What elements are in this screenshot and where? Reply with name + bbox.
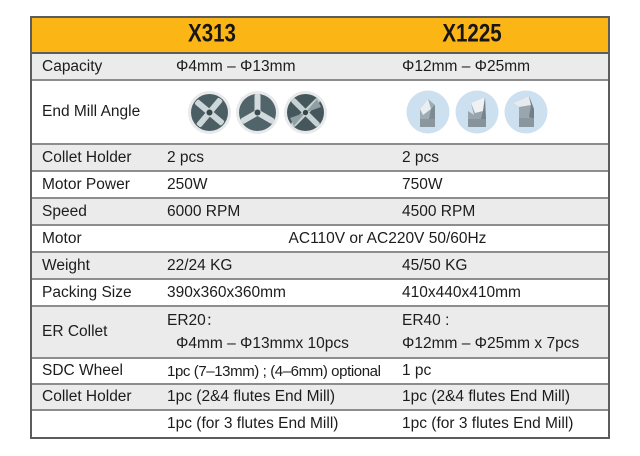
end-mill-photos-x1225 — [402, 89, 608, 135]
end-mill-3flute-face-icon — [235, 90, 280, 135]
er-collet-x1225-type: ER40 : — [402, 312, 450, 329]
table-row-end-mill-angle — [32, 81, 608, 145]
er-collet-x1225-range: Φ12mm – Φ25mm x 7pcs — [402, 335, 580, 352]
row-label: Speed — [42, 202, 87, 220]
end-mill-tip-photo-1-icon — [405, 89, 451, 135]
speed-x1225: 4500 RPM — [402, 202, 476, 220]
er-collet-x1225 — [402, 309, 608, 355]
table-row-motor — [32, 226, 608, 253]
row-label: Motor Power — [42, 175, 130, 193]
motor-power-x313: 250W — [167, 175, 208, 193]
row-label: Capacity — [42, 57, 103, 75]
motor-voltage-both-models: AC110V or AC220V 50/60Hz — [288, 229, 487, 247]
model-x1225-title: X1225 — [442, 19, 502, 48]
speed-x313: 6000 RPM — [167, 202, 241, 220]
er-collet-x313-range: Φ4mm – Φ13mmx 10pcs — [176, 335, 349, 352]
row-label: Collet Holder — [42, 148, 132, 166]
end-mill-2flute-face-icon — [187, 90, 232, 135]
table-row-packing-size — [32, 280, 608, 307]
row-label: Weight — [42, 256, 90, 274]
table-header-row — [32, 18, 608, 54]
packing-size-x313: 390x360x360mm — [167, 283, 286, 301]
table-row-speed — [32, 199, 608, 226]
table-row-capacity — [32, 54, 608, 81]
model-x313-title: X313 — [188, 19, 236, 48]
table-row-motor-power — [32, 172, 608, 199]
row-label: End Mill Angle — [42, 103, 141, 120]
sdc-wheel-x313: 1pc (7–13mm) ; (4–6mm) optional — [167, 362, 381, 380]
weight-x1225: 45/50 KG — [402, 256, 468, 274]
table-row-collet-holder — [32, 145, 608, 172]
table-row-collet-holder-3 — [32, 411, 608, 437]
end-mill-4flute-face-icon — [283, 90, 328, 135]
capacity-x1225: Φ12mm – Φ25mm — [402, 57, 531, 75]
table-row-sdc-wheel — [32, 359, 608, 385]
row-label: Collet Holder — [42, 388, 132, 405]
table-row-weight — [32, 253, 608, 280]
row-label: ER Collet — [42, 323, 108, 340]
collet-holder3-x1225: 1pc (for 3 flutes End Mill) — [402, 415, 574, 432]
end-mill-tip-photo-2-icon — [454, 89, 500, 135]
er-collet-x313-type: ER20： — [167, 312, 222, 329]
row-label: Packing Size — [42, 283, 132, 301]
spec-comparison-table — [30, 16, 610, 439]
collet-holder2-x313: 1pc (2&4 flutes End Mill) — [167, 388, 335, 405]
row-label: Motor — [42, 229, 82, 247]
capacity-x313: Φ4mm – Φ13mm — [176, 57, 296, 75]
end-mill-photos-x313 — [167, 90, 402, 135]
packing-size-x1225: 410x440x410mm — [402, 283, 521, 301]
sdc-wheel-x1225: 1 pc — [402, 362, 432, 379]
collet-holder3-x313: 1pc (for 3 flutes End Mill) — [167, 415, 339, 432]
table-row-er-collet — [32, 307, 608, 359]
weight-x313: 22/24 KG — [167, 256, 233, 274]
collet-holder2-x1225: 1pc (2&4 flutes End Mill) — [402, 388, 570, 405]
collet-holder-x1225: 2 pcs — [402, 148, 440, 166]
er-collet-x313 — [167, 309, 402, 355]
table-row-collet-holder-2 — [32, 385, 608, 411]
motor-power-x1225: 750W — [402, 175, 443, 193]
row-label: SDC Wheel — [42, 362, 123, 379]
collet-holder-x313: 2 pcs — [167, 148, 205, 166]
end-mill-tip-photo-3-icon — [503, 89, 549, 135]
